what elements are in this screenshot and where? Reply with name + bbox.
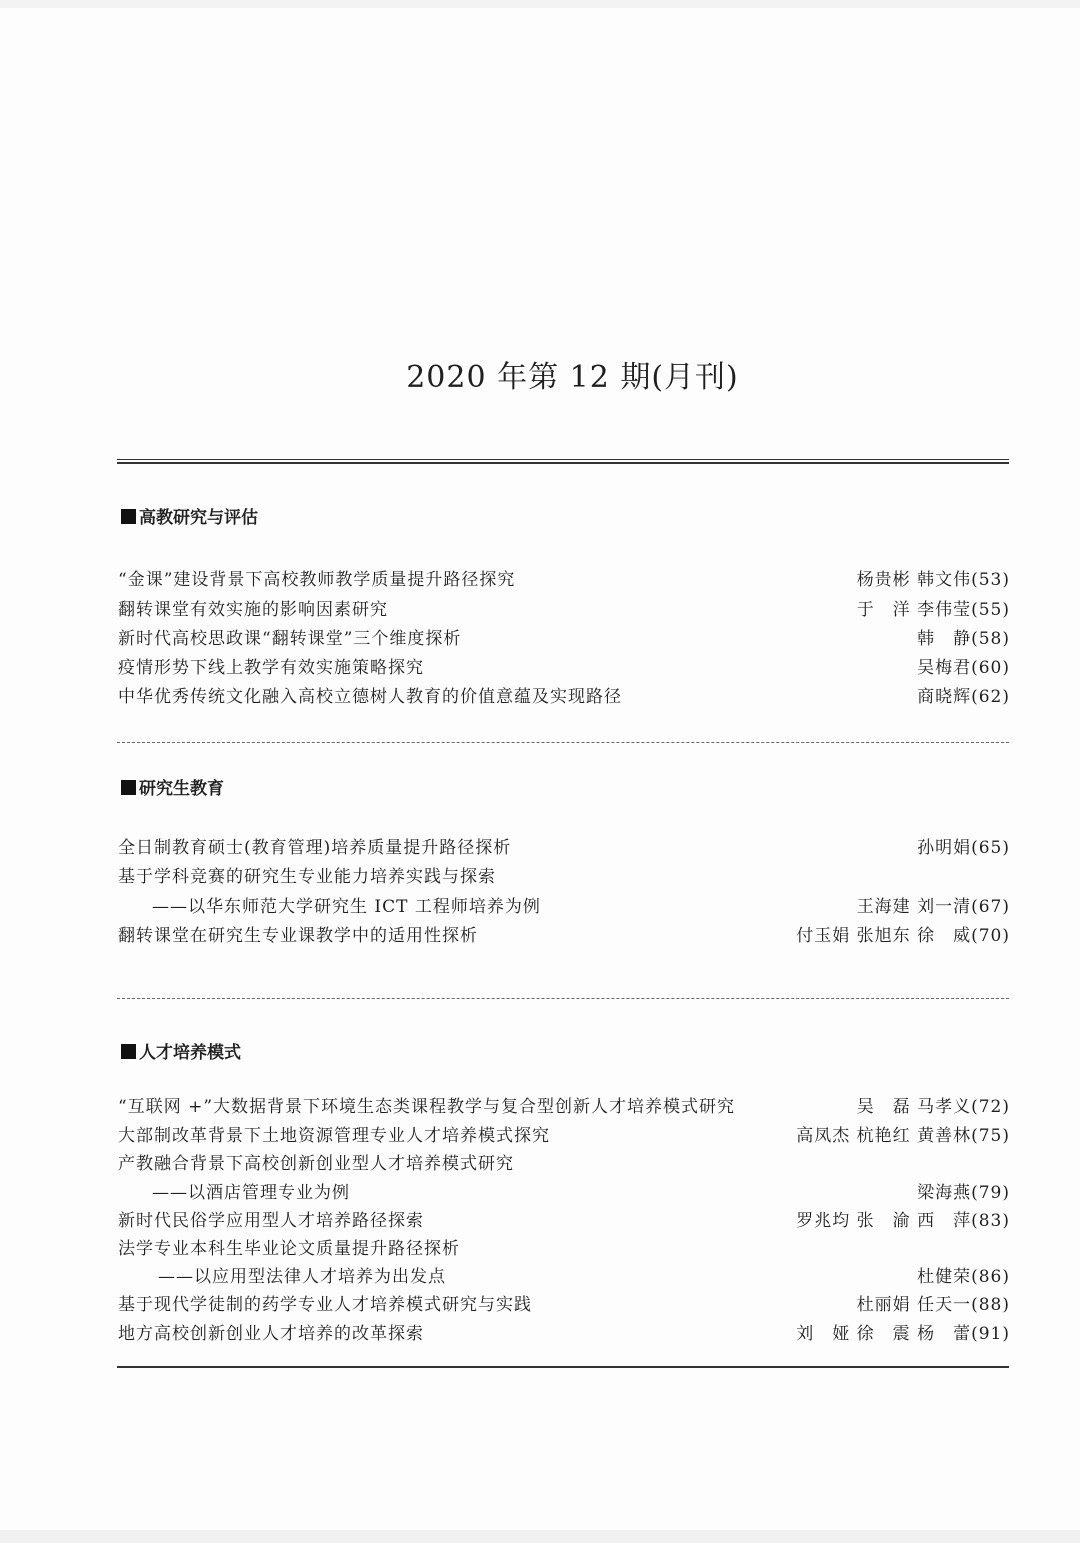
- toc-entry[interactable]: [118, 597, 1010, 623]
- entry-authors: 杜丽娟 任天一(88): [856, 1295, 1010, 1315]
- section-heading: 研究生教育: [121, 778, 224, 800]
- section-heading: 高教研究与评估: [121, 507, 258, 529]
- entry-subtitle: ——以应用型法律人才培养为出发点: [158, 1267, 446, 1287]
- entry-authors: 于 洋 李伟莹(55): [856, 600, 1010, 620]
- entry-authors: 杨贵彬 韩文伟(53): [856, 570, 1010, 590]
- entry-authors: 罗兆均 张 渝 西 萍(83): [796, 1211, 1010, 1231]
- entry-authors: 商晓辉(62): [917, 687, 1010, 707]
- section-divider: [117, 998, 1009, 999]
- entry-authors: 付玉娟 张旭东 徐 威(70): [796, 926, 1010, 946]
- section-divider: [117, 742, 1009, 743]
- toc-entry[interactable]: [118, 1208, 1010, 1234]
- toc-entry[interactable]: [118, 1292, 1010, 1318]
- entry-authors: 韩 静(58): [917, 629, 1010, 649]
- toc-entry[interactable]: [118, 864, 1010, 890]
- toc-entry[interactable]: [118, 567, 1010, 593]
- entry-authors: 杜健荣(86): [917, 1267, 1010, 1287]
- toc-entry[interactable]: [118, 923, 1010, 949]
- toc-entry[interactable]: [118, 1094, 1010, 1120]
- toc-entry[interactable]: [118, 1123, 1010, 1149]
- entry-title: 基于学科竞赛的研究生专业能力培养实践与探索: [118, 867, 496, 887]
- entry-authors: 高凤杰 杭艳红 黄善林(75): [796, 1126, 1010, 1146]
- entry-title: 疫情形势下线上教学有效实施策略探究: [118, 658, 424, 678]
- entry-subtitle: ——以华东师范大学研究生 ICT 工程师培养为例: [152, 897, 541, 917]
- toc-entry[interactable]: [118, 835, 1010, 861]
- entry-authors: 梁海燕(79): [917, 1183, 1010, 1203]
- square-bullet-icon: [121, 509, 136, 524]
- top-double-rule: [117, 459, 1009, 464]
- entry-authors: 吴梅君(60): [917, 658, 1010, 678]
- page-top-edge: [0, 0, 1080, 8]
- toc-entry[interactable]: [118, 1236, 1010, 1262]
- entry-title: 中华优秀传统文化融入高校立德树人教育的价值意蕴及实现路径: [118, 687, 622, 707]
- bottom-rule: [117, 1366, 1009, 1368]
- toc-entry-subtitle[interactable]: [118, 894, 1010, 920]
- entry-title: 新时代高校思政课“翻转课堂”三个维度探析: [118, 629, 462, 649]
- entry-title: 地方高校创新创业人才培养的改革探索: [118, 1324, 424, 1344]
- entry-title: “互联网 +”大数据背景下环境生态类课程教学与复合型创新人才培养模式研究: [118, 1097, 736, 1117]
- toc-entry[interactable]: [118, 655, 1010, 681]
- square-bullet-icon: [121, 780, 136, 795]
- square-bullet-icon: [121, 1044, 136, 1059]
- toc-entry-subtitle[interactable]: [118, 1264, 1010, 1290]
- toc-entry[interactable]: [118, 626, 1010, 652]
- entry-subtitle: ——以酒店管理专业为例: [152, 1183, 350, 1203]
- entry-authors: 吴 磊 马孝义(72): [856, 1097, 1010, 1117]
- entry-authors: 王海建 刘一清(67): [856, 897, 1010, 917]
- page-bottom-edge: [0, 1530, 1080, 1543]
- entry-title: 法学专业本科生毕业论文质量提升路径探析: [118, 1239, 460, 1259]
- toc-entry[interactable]: [118, 1151, 1010, 1177]
- entry-title: 新时代民俗学应用型人才培养路径探索: [118, 1211, 424, 1231]
- entry-title: 翻转课堂在研究生专业课教学中的适用性探析: [118, 926, 478, 946]
- toc-entry[interactable]: [118, 684, 1010, 710]
- entry-title: 全日制教育硕士(教育管理)培养质量提升路径探析: [118, 838, 512, 858]
- section-heading: 人才培养模式: [121, 1042, 241, 1064]
- entry-title: 产教融合背景下高校创新创业型人才培养模式研究: [118, 1154, 514, 1174]
- entry-authors: 刘 娅 徐 震 杨 蕾(91): [796, 1324, 1010, 1344]
- entry-title: “金课”建设背景下高校教师教学质量提升路径探究: [118, 570, 516, 590]
- entry-title: 翻转课堂有效实施的影响因素研究: [118, 600, 388, 620]
- issue-title: 2020 年第 12 期(月刊): [406, 360, 739, 395]
- toc-entry-subtitle[interactable]: [118, 1180, 1010, 1206]
- entry-title: 基于现代学徒制的药学专业人才培养模式研究与实践: [118, 1295, 532, 1315]
- entry-authors: 孙明娟(65): [917, 838, 1010, 858]
- toc-entry[interactable]: [118, 1321, 1010, 1347]
- entry-title: 大部制改革背景下土地资源管理专业人才培养模式探究: [118, 1126, 550, 1146]
